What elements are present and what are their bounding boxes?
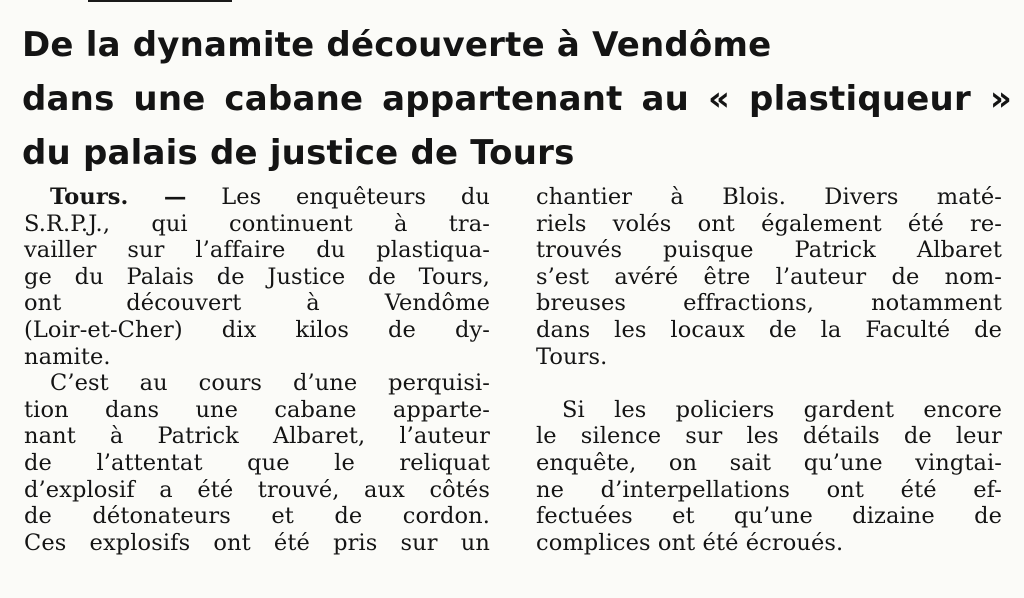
text-line: ne d’interpellations ont été ef-	[536, 476, 1002, 503]
text-line: de détonateurs et de cordon.	[24, 503, 490, 530]
text-line: Si les policiers gardent encore	[562, 396, 1002, 423]
text-line: Ces explosifs ont été pris sur un	[24, 529, 490, 556]
text-line: tion dans une cabane apparte-	[24, 396, 490, 423]
text-line: fectuées et qu’une dizaine de	[536, 503, 1002, 530]
right-column	[536, 184, 1002, 556]
text-line: vailler sur l’affaire du plastiqua-	[24, 237, 490, 264]
right-paragraph-2	[536, 397, 1002, 557]
text-line: breuses effractions, notamment	[536, 290, 1002, 317]
text-line: C’est au cours d’une perquisi-	[50, 370, 490, 397]
text-line: trouvés puisque Patrick Albaret	[536, 237, 1002, 264]
text-line: complices ont été écroués.	[536, 529, 844, 556]
text-line: chantier à Blois. Divers maté-	[536, 184, 1002, 210]
headline-line-1: De la dynamite découverte à Vendôme	[22, 25, 772, 65]
text-line: le silence sur les détails de leur	[536, 423, 1002, 450]
dateline: Tours. —	[50, 184, 187, 210]
text-line: s’est avéré être l’auteur de nom-	[536, 263, 1002, 290]
text-line: enquête, on sait qu’une vingtai-	[536, 449, 1002, 476]
headline-line-3: du palais de justice de Tours	[22, 133, 575, 173]
text-line: riels volés ont également été re-	[536, 210, 1002, 237]
text-line	[24, 184, 490, 211]
headline-line-2: dans une cabane appartenant au « plastiqueur »	[22, 79, 1012, 119]
text-fragment: Les enquêteurs du	[221, 184, 490, 210]
left-paragraph-1	[24, 184, 490, 370]
text-line: ge du Palais de Justice de Tours,	[24, 263, 490, 290]
text-line: nant à Patrick Albaret, l’auteur	[24, 423, 490, 450]
text-line: Tours.	[536, 343, 608, 370]
left-column	[24, 184, 490, 556]
text-line: dans les locaux de la Faculté de	[536, 316, 1002, 343]
text-line: namite.	[24, 343, 111, 370]
text-line: de l’attentat que le reliquat	[24, 449, 490, 476]
text-line: S.R.P.J., qui continuent à tra-	[24, 210, 490, 237]
text-line: ont découvert à Vendôme	[24, 290, 490, 317]
paragraph-gap	[536, 370, 1002, 397]
text-line: d’explosif a été trouvé, aux côtés	[24, 476, 490, 503]
right-paragraph-1	[536, 184, 1002, 370]
article-headline	[22, 18, 1012, 180]
top-rule	[88, 0, 232, 2]
text-line: (Loir-et-Cher) dix kilos de dy-	[24, 316, 490, 343]
left-paragraph-2	[24, 370, 490, 556]
